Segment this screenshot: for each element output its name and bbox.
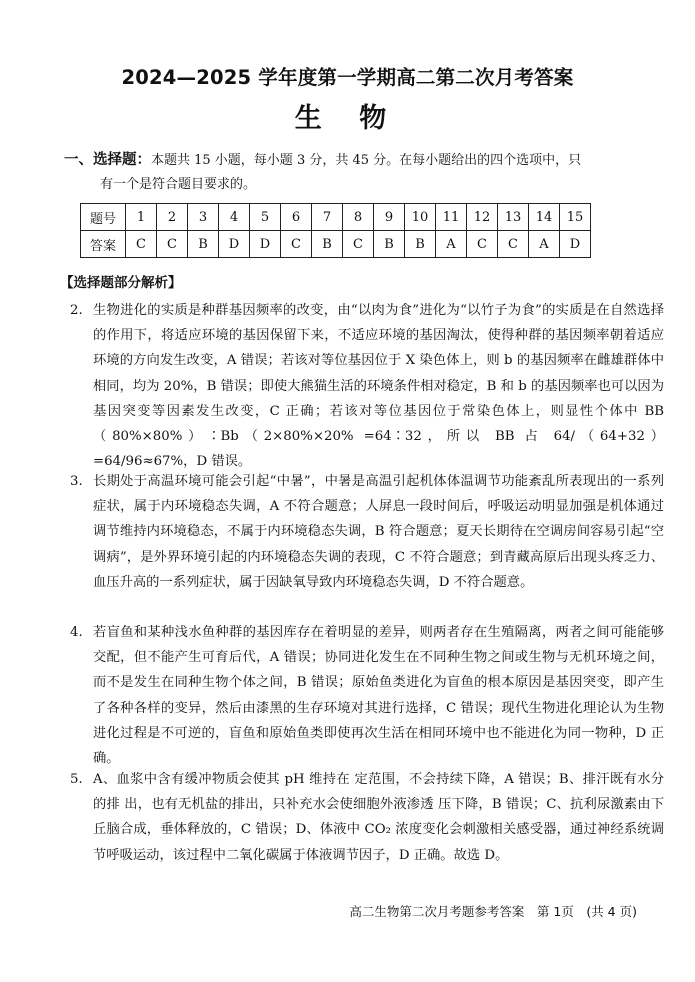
question-number-cell: 12: [467, 204, 498, 231]
question-number-cell: 6: [281, 204, 312, 231]
answer-cell: C: [498, 231, 529, 258]
answer-cell: D: [560, 231, 591, 258]
answer-cell: B: [374, 231, 405, 258]
answer-cell: B: [312, 231, 343, 258]
question-number-cell: 2: [157, 204, 188, 231]
answer-cell: C: [126, 231, 157, 258]
page-title: 2024—2025 学年度第一学期高二第二次月考答案: [121, 66, 574, 89]
question-number-cell: 3: [188, 204, 219, 231]
answer-table: [80, 203, 591, 258]
section-one-line2: 有一个是符合题目要求的。: [100, 177, 257, 192]
analysis-heading: 【选择题部分解析】: [60, 275, 182, 291]
answer-cell: C: [157, 231, 188, 258]
question-number: 2.: [70, 303, 83, 318]
question-number-cell: 13: [498, 204, 529, 231]
question-explanation: [64, 469, 664, 595]
row-label-number: 题号: [81, 204, 126, 231]
question-text: A、血浆中含有缓冲物质会使其 pH 维持在 定范围，不会持续下降，A 错误；B、排汗既有水分的排 出，也有无机盐的排出，只补充水会使细胞外液渗透 压下降，B 错误；C、抗利尿激素由下丘脑合成，垂体释放的，C 错误；D、体液中 CO₂ 浓度变化会刺激相关感受器，通过神经系统调节呼吸运动，该过程中二氧化碳属于体液调节因子，D 正确。故选 D。: [93, 772, 664, 863]
question-number-cell: 7: [312, 204, 343, 231]
question-explanation: [64, 298, 664, 474]
question-number: 3.: [70, 474, 83, 489]
answer-cell: C: [343, 231, 374, 258]
answer-cell: C: [467, 231, 498, 258]
answer-cell: D: [250, 231, 281, 258]
answer-cell: D: [219, 231, 250, 258]
row-label-answer: 答案: [81, 231, 126, 258]
question-text: 生物进化的实质是种群基因频率的改变，由“以肉为食”进化为“以竹子为食”的实质是在自然选择的作用下，将适应环境的基因保留下来，不适应环境的基因淘汰，使得种群的基因频率朝着适应环境的方向发生改变，A 错误；若该对等位基因位于 X 染色体上，则 b 的基因频率在雌雄群体中相同，均为 20%，B 错误；即使大熊猫生活的环境条件相对稳定，B 和 b 的基因频率也可以因为基因突变等因素发生改变，C 正确；若该对等位基因位于常染色体上，则显性个体中 BB（80%×80%）∶Bb（2×80%×20% =64∶32，所以 BB 占 64/（64+32）=64/96≈67%，D 错误。: [93, 303, 664, 470]
answer-cell: C: [281, 231, 312, 258]
question-number-cell: 8: [343, 204, 374, 231]
question-text: 长期处于高温环境可能会引起“中暑”，中暑是高温引起机体体温调节功能紊乱所表现出的一系列症状，属于内环境稳态失调，A 不符合题意；人屏息一段时间后，呼吸运动明显加强是机体通过调节维持内环境稳态，不属于内环境稳态失调，B 符合题意；夏天长期待在空调房间容易引起“空调病”，是外界环境引起的内环境稳态失调的表现，C 不符合题意；到青藏高原后出现头疼乏力、血压升高的一系列症状，属于因缺氧导致内环境稳态失调，D 不符合题意。: [93, 474, 664, 590]
question-text: 若盲鱼和某种浅水鱼种群的基因库存在着明显的差异，则两者存在生殖隔离，两者之间可能能够交配，但不能产生可育后代，A 错误；协同进化发生在不同种生物之间或生物与无机环境之间，而不是发生在同种生物个体之间，B 错误；原始鱼类进化为盲鱼的根本原因是基因突变，即产生了各种各样的变异，然后由漆黑的生存环境对其进行选择，C 错误；现代生物进化理论认为生物进化过程是不可逆的，盲鱼和原始鱼类即使再次生活在相同环境中也不能进化为同一物种，D 正确。: [93, 625, 664, 767]
answer-cell: B: [188, 231, 219, 258]
question-explanation: [64, 767, 664, 868]
answer-cell: A: [436, 231, 467, 258]
question-number-cell: 11: [436, 204, 467, 231]
page-footer: 高二生物第二次月考题参考答案 第 1页 (共 4 页): [349, 904, 637, 919]
question-number-cell: 10: [405, 204, 436, 231]
section-one-line1: 本题共 15 小题，每小题 3 分，共 45 分。在每小题给出的四个选项中，只: [151, 153, 582, 168]
question-number-cell: 9: [374, 204, 405, 231]
section-one-heading: 一、选择题：: [64, 152, 151, 168]
question-explanation: [64, 620, 664, 771]
question-number-cell: 1: [126, 204, 157, 231]
answer-table-number-row: [81, 204, 591, 231]
answer-cell: B: [405, 231, 436, 258]
question-number-cell: 5: [250, 204, 281, 231]
answer-table-answer-row: [81, 231, 591, 258]
section-one-instructions: [64, 148, 664, 197]
subject-heading: 生 物: [294, 103, 401, 134]
question-number-cell: 15: [560, 204, 591, 231]
question-number: 5.: [70, 772, 83, 787]
question-number-cell: 14: [529, 204, 560, 231]
answer-cell: A: [529, 231, 560, 258]
question-number: 4.: [70, 625, 83, 640]
question-number-cell: 4: [219, 204, 250, 231]
